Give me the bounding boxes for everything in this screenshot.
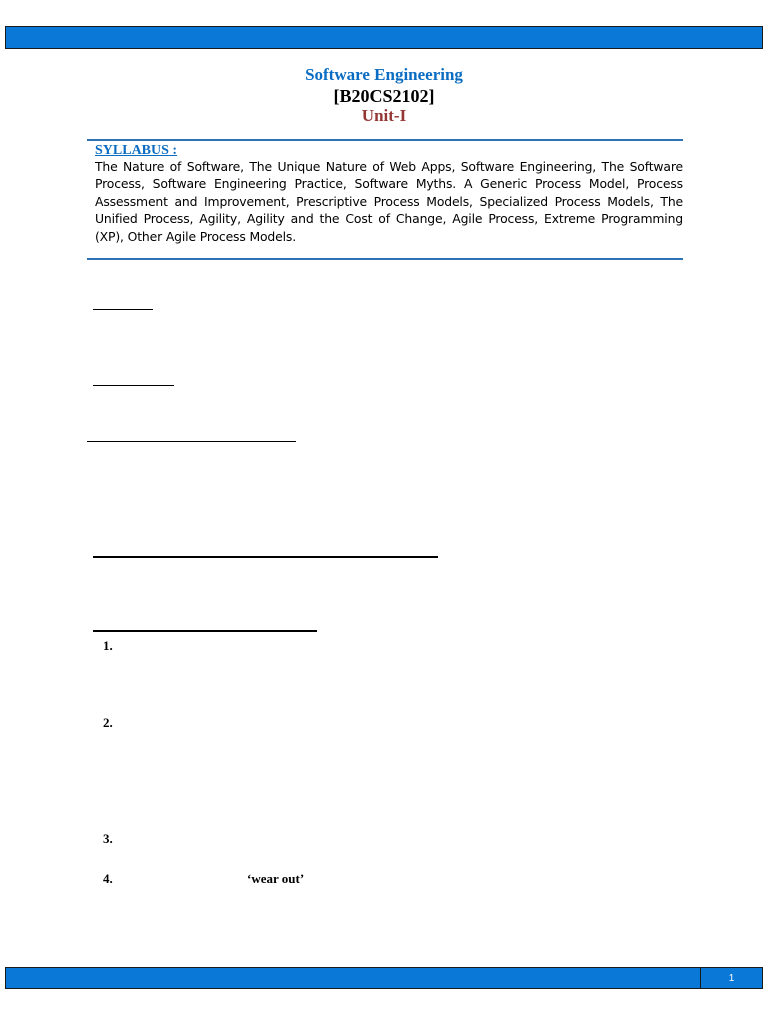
header-bar (5, 26, 763, 49)
list-item-number-2: 2. (103, 715, 113, 730)
syllabus-top-rule (87, 139, 683, 141)
page-number: 1 (700, 968, 762, 988)
footer-bar (5, 967, 763, 989)
document-title: Software Engineering (305, 65, 463, 84)
list-item-number-4: 4. (103, 871, 113, 886)
heading-underline-1 (93, 309, 153, 310)
syllabus-text: The Nature of Software, The Unique Nature of Web Apps, Software Engineering, The Software Process, Software Engineering Practice, Software Myths. A Generic Process Model, Process Assessment and Improvement, Prescriptive Process Models, Specialized Process Models, The Unified Process, Agility, Agility and the Cost of Change, Agile Process, Extreme Programming (XP), Other Agile Process Models. (95, 159, 683, 244)
unit-label: Unit-I (361, 106, 407, 125)
wear-out-text: ‘wear out’ (247, 871, 305, 886)
syllabus-bottom-rule (87, 258, 683, 260)
list-item-number-1: 1. (103, 638, 113, 653)
heading-underline-5 (93, 630, 317, 632)
list-item-number-3: 3. (103, 831, 113, 846)
heading-underline-3 (87, 441, 296, 442)
syllabus-label: SYLLABUS : (95, 143, 178, 158)
heading-underline-2 (93, 385, 174, 386)
course-code: [B20CS2102] (333, 86, 435, 106)
heading-underline-4 (93, 556, 438, 558)
